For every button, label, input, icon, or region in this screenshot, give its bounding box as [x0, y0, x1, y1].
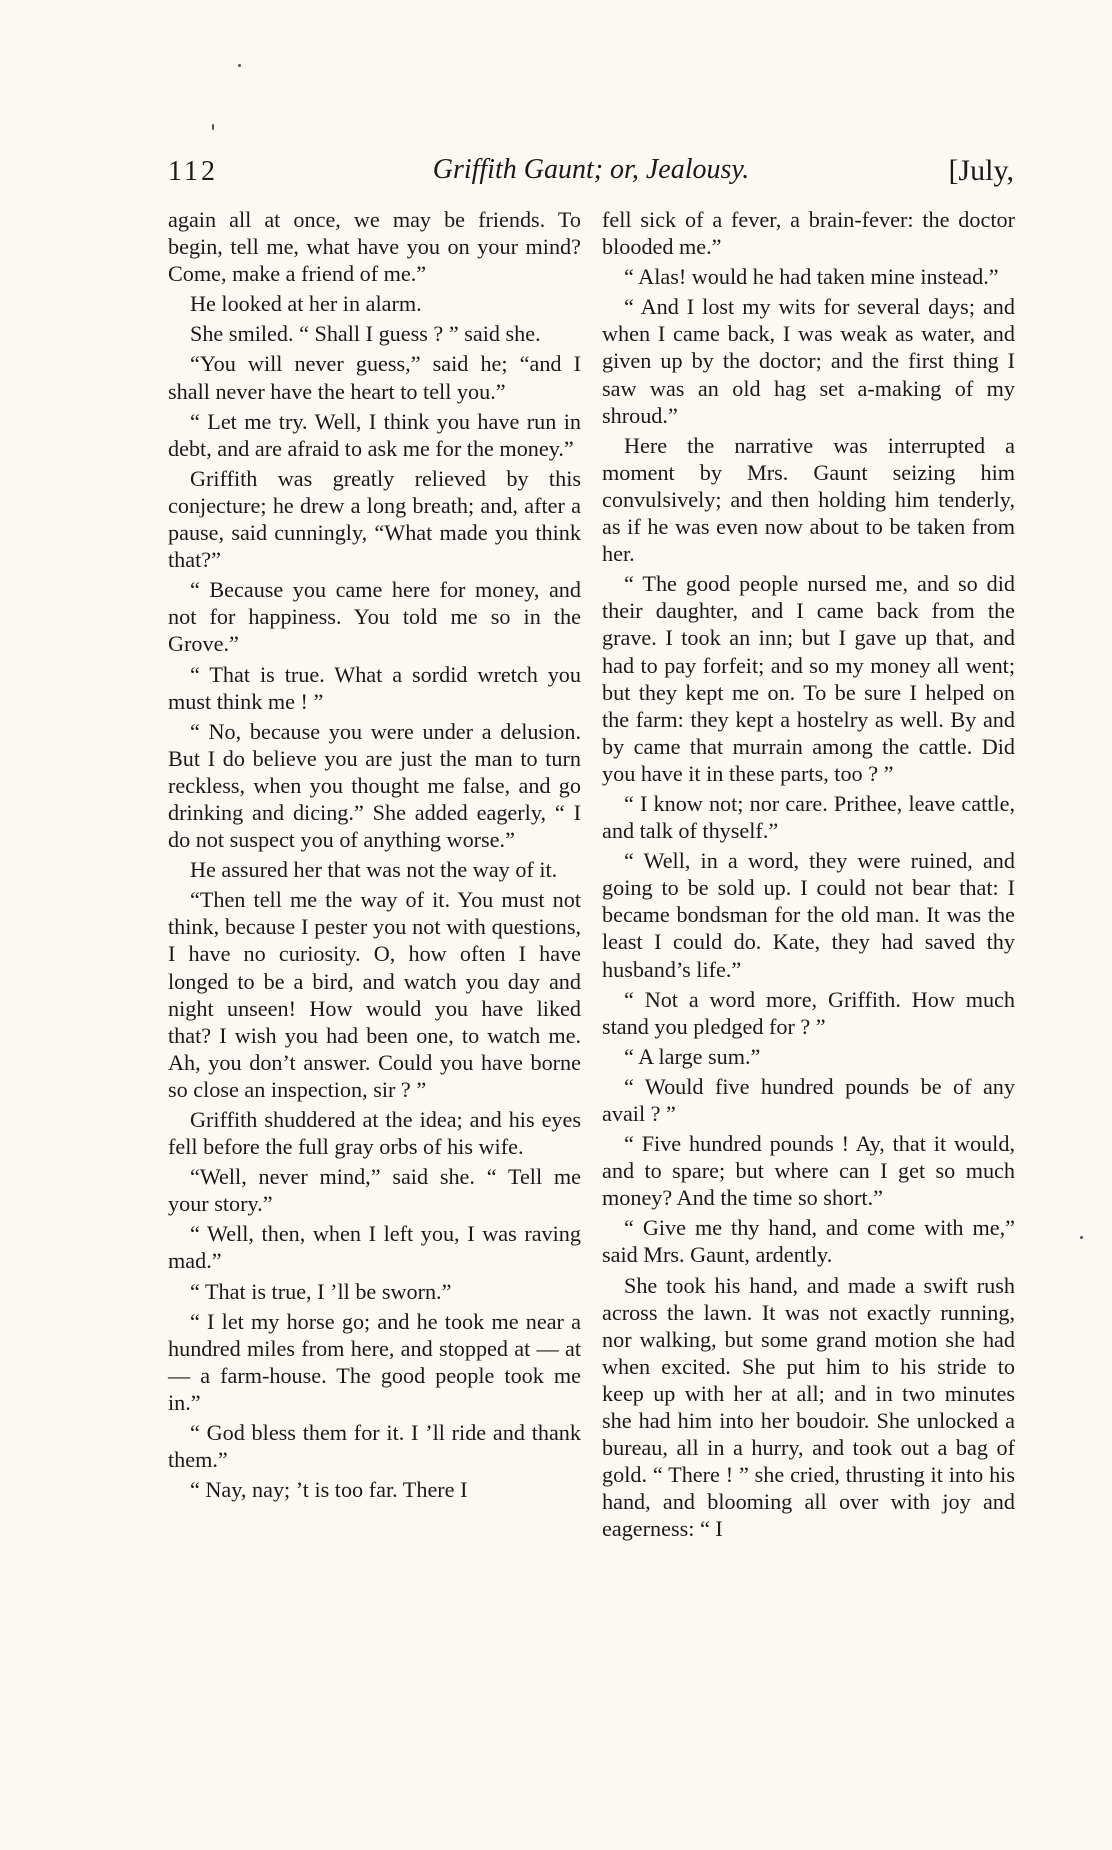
paragraph: “ Would five hundred pounds be of any avail ? ”	[602, 1073, 1015, 1126]
paragraph: “ Five hundred pounds ! Ay, that it would, and to spare; but where can I get so much money? And the time so short.”	[602, 1131, 1015, 1211]
paragraph: “ Alas! would he had taken mine instead.”	[624, 264, 999, 290]
paragraph: “ God bless them for it. I ’ll ride and thank them.”	[168, 1420, 581, 1473]
paragraph: “Well, never mind,” said she. “ Tell me your story.”	[168, 1164, 581, 1217]
paragraph: She took his hand, and made a swift rush across the lawn. It was not exactly running, nor walking, but some grand motion she had when excited. She put him to his stride to keep up with her at all; and in two minutes she had him into her boudoir. She unlocked a bureau, all in a hurry, and took out a bag of gold. “ There ! ” she cried, thrusting it into his hand, and blooming all over with joy and eagerness: “ I	[602, 1272, 1015, 1542]
paragraph: “ Well, in a word, they were ruined, and going to be sold up. I could not bear that: I became bondsman for the old man. It was the least I could do. Kate, they had saved thy husband’s life.”	[602, 848, 1015, 982]
page-number: 112	[168, 156, 218, 187]
paragraph: “ I let my horse go; and he took me near a hundred miles from here, and stopped at — at — a farm-house. The good people took me in.”	[168, 1308, 581, 1415]
paragraph: “ I know not; nor care. Prithee, leave cattle, and talk of thyself.”	[602, 790, 1015, 844]
paragraph: “ A large sum.”	[624, 1043, 761, 1069]
paragraph: “ That is true, I ’ll be sworn.”	[190, 1278, 452, 1304]
speck-mark	[238, 64, 241, 67]
running-header	[168, 152, 1014, 196]
speck-mark	[212, 124, 214, 130]
paragraph: He assured her that was not the way of it.	[190, 857, 558, 883]
paragraph: He looked at her in alarm.	[190, 291, 422, 317]
paragraph: “Then tell me the way of it. You must not think, because I pester you not with questions, I have no curiosity. O, how often I have longed to be a bird, and watch you day and night unseen! How would you have liked that? I wish you had been one, to watch me. Ah, you don’t answer. Could you have borne so close an inspection, sir ? ”	[168, 887, 581, 1102]
paragraph: “ That is true. What a sordid wretch you must think me ! ”	[168, 661, 581, 714]
paragraph: “ Give me thy hand, and come with me,” said Mrs. Gaunt, ardently.	[602, 1215, 1015, 1268]
speck-mark	[1080, 1236, 1083, 1239]
running-title: Griffith Gaunt; or, Jealousy.	[432, 154, 750, 185]
paragraph: “ Not a word more, Griffith. How much stand you pledged for ? ”	[602, 986, 1015, 1039]
paragraph: “ The good people nursed me, and so did their daughter, and I came back from the grave. I took an inn; but I gave up that, and had to pay forfeit; and so my money all went; but they kept me on. To be sure I helped on the farm: they kept a hostelry as well. By and by came that murrain among the cattle. Did you have it in these parts, too ? ”	[602, 571, 1015, 786]
paragraph: “ Because you came here for money, and not for happiness. You told me so in the Grove.”	[168, 577, 581, 657]
paragraph: “You will never guess,” said he; “and I shall never have the heart to tell you.”	[168, 351, 581, 404]
left-column	[168, 206, 581, 1506]
right-column	[602, 206, 1015, 1546]
paragraph: “ No, because you were under a delusion. But I do believe you are just the man to turn reckless, when you thought me false, and go drinking and dicing.” She added eagerly, “ I do not suspect you of anything worse.”	[168, 718, 581, 853]
paragraph: She smiled. “ Shall I guess ? ” said she.	[190, 321, 541, 347]
paragraph: Here the narrative was interrupted a moment by Mrs. Gaunt seizing him convulsively; and then holding him tenderly, as if he was even now about to be taken from her.	[602, 432, 1015, 567]
paragraph: Griffith was greatly relieved by this conjecture; he drew a long breath; and, after a pause, said cunningly, “What made you think that?”	[168, 465, 581, 573]
paragraph: Griffith shuddered at the idea; and his eyes fell before the full gray orbs of his wife.	[168, 1107, 581, 1160]
paragraph: “ Well, then, when I left you, I was raving mad.”	[168, 1221, 581, 1274]
paragraph: “ Let me try. Well, I think you have run in debt, and are afraid to ask me for the money.”	[168, 408, 581, 461]
paragraph: “ And I lost my wits for several days; and when I came back, I was weak as water, and given up by the doctor; and the first thing I saw was an old hag set a-making of my shroud.”	[602, 294, 1015, 428]
issue-date: [July,	[948, 154, 1014, 187]
paragraph: “ Nay, nay; ’t is too far. There I	[190, 1477, 468, 1503]
paragraph: fell sick of a fever, a brain-fever: the doctor blooded me.”	[602, 207, 1015, 260]
paragraph: again all at once, we may be friends. To begin, tell me, what have you on your mind? Come, make a friend of me.”	[168, 207, 581, 287]
